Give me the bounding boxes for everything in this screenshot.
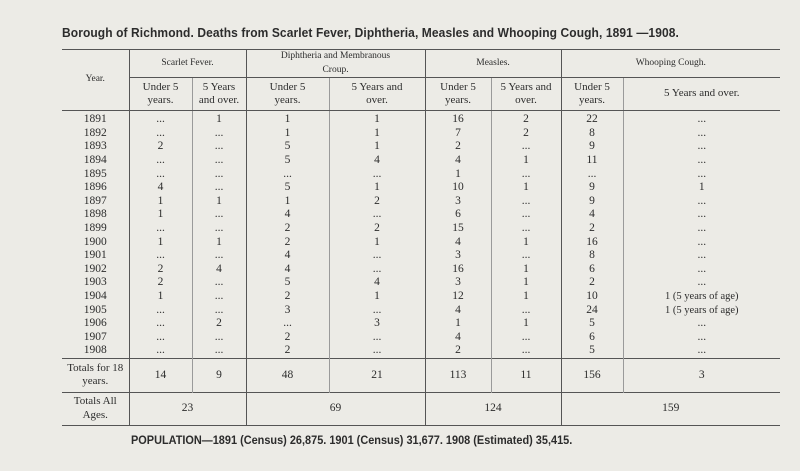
sub-header [246,78,329,111]
table-cell: ... [329,263,425,277]
table-cell: ... [192,290,246,304]
table-cell: ... [623,249,780,263]
table-row [62,140,780,154]
table-cell: ... [623,236,780,250]
totals-18-cell: 21 [329,358,425,392]
table-cell: 2 [329,195,425,209]
table-cell: 1 [329,140,425,154]
table-cell: 11 [561,154,623,168]
table-row [62,168,780,182]
table-cell: 6 [561,331,623,345]
table-cell: 3 [329,317,425,331]
table-cell: ... [491,222,561,236]
table-cell: 1 (5 years of age) [623,290,780,304]
table-cell: ... [192,154,246,168]
table-cell: ... [623,140,780,154]
year-cell: 1900 [83,235,107,248]
year-cell: 1905 [83,303,107,316]
table-cell: ... [491,344,561,358]
table-cell: ... [329,331,425,345]
totals-18-cell: 11 [491,358,561,392]
totals-18-cell: 156 [561,358,623,392]
sub-header [329,78,425,111]
table-cell: 2 [192,317,246,331]
table-row [62,344,780,358]
table-row [62,317,780,331]
table-cell: 4 [246,249,329,263]
year-cell: 1899 [83,221,107,234]
table-cell: 1 [246,127,329,141]
table-cell: 5 [561,317,623,331]
table-cell: 2 [129,276,192,290]
table-cell: 9 [561,181,623,195]
table-cell: ... [623,111,780,127]
table-cell: 5 [246,276,329,290]
totals-all-cell: 124 [425,392,561,425]
group-header-diphtheria [246,50,425,78]
table-cell: ... [192,208,246,222]
table-cell: ... [623,276,780,290]
table-cell: 1 [491,290,561,304]
table-cell: 2 [491,127,561,141]
year-cell: 1907 [83,330,107,343]
table-cell: 2 [425,344,491,358]
table-cell: 16 [425,263,491,277]
table-cell: 8 [561,127,623,141]
table-cell: 1 [329,236,425,250]
table-cell: 1 [192,111,246,127]
table-cell: 1 [491,263,561,277]
totals-all-ages-row [62,392,780,425]
table-cell: 1 [129,290,192,304]
year-cell: 1908 [83,344,107,357]
table-cell: 24 [561,304,623,318]
table-cell: ... [623,317,780,331]
group-header-whooping-cough: Whooping Cough. [561,50,780,78]
year-cell: 1901 [83,249,107,262]
table-cell: 10 [561,290,623,304]
table-cell: 4 [561,208,623,222]
table-cell: ... [129,127,192,141]
table-cell: ... [491,168,561,182]
table-row [62,127,780,141]
sub-header-label: Under 5 years. [269,80,306,107]
table-cell: ... [129,154,192,168]
table-cell: 3 [425,276,491,290]
table-cell: 9 [561,195,623,209]
year-cell: 1892 [83,126,107,139]
table-cell: ... [329,344,425,358]
table-cell: 8 [561,249,623,263]
totals-18-years-row [62,358,780,392]
sub-header-label: Under 5 years. [142,80,179,107]
table-row [62,276,780,290]
table-row [62,222,780,236]
table-cell: ... [561,168,623,182]
table-cell: ... [129,317,192,331]
year-cell: 1897 [83,194,107,207]
table-cell: ... [192,181,246,195]
table-cell: ... [246,317,329,331]
table-cell: 4 [129,181,192,195]
sub-header-row [62,78,780,111]
table-cell: ... [491,249,561,263]
table-cell: 15 [425,222,491,236]
table-cell: 4 [329,276,425,290]
table-cell: 1 [246,195,329,209]
table-row [62,236,780,250]
year-cell: 1902 [83,262,107,275]
table-cell: ... [192,344,246,358]
table-row [62,154,780,168]
sub-header-label: 5 Years and over. [198,80,240,107]
table-row [62,208,780,222]
table-cell: 5 [561,344,623,358]
table-cell: ... [192,331,246,345]
table-cell: 2 [246,331,329,345]
totals-18-cell: 9 [192,358,246,392]
table-cell: ... [192,304,246,318]
table-body [62,111,780,359]
table-row [62,290,780,304]
table-cell: 1 (5 years of age) [623,304,780,318]
table-cell: 5 [246,140,329,154]
table-cell: ... [491,208,561,222]
table-cell: 1 [491,236,561,250]
table-cell: ... [491,331,561,345]
year-cell: 1903 [83,276,107,289]
table-cell: 2 [491,111,561,127]
totals-18-label-text: Totals for 18 years. [67,361,124,388]
table-cell: ... [329,249,425,263]
totals-18-cell: 14 [129,358,192,392]
totals-all-cell: 159 [561,392,780,425]
sub-header-label: 5 Years and over. [351,80,403,107]
table-cell: 1 [491,154,561,168]
table-cell: 12 [425,290,491,304]
table-cell: 4 [425,304,491,318]
table-cell: 1 [329,127,425,141]
table-cell: 9 [561,140,623,154]
sub-header [623,78,780,111]
year-cell: 1894 [83,153,107,166]
table-cell: ... [129,344,192,358]
table-cell: 1 [129,208,192,222]
table-cell: 3 [425,195,491,209]
table-cell: ... [491,304,561,318]
sub-header [491,78,561,111]
table-row [62,331,780,345]
totals-all-label-text: Totals All Ages. [73,395,117,421]
table-cell: 7 [425,127,491,141]
table-cell: 1 [192,195,246,209]
table-cell: ... [129,222,192,236]
table-cell: 2 [561,276,623,290]
sub-header-label: Under 5 years. [440,80,476,107]
table-cell: 2 [246,344,329,358]
table-row [62,181,780,195]
table-cell: 1 [192,236,246,250]
group-header-row [62,50,780,78]
sub-header-label: Under 5 years. [574,80,610,107]
group-header-measles: Measles. [425,50,561,78]
sub-header [129,78,192,111]
table-cell: ... [623,127,780,141]
totals-18-cell: 3 [623,358,780,392]
year-cell: 1896 [83,181,107,194]
table-cell: 2 [129,263,192,277]
table-cell: ... [192,140,246,154]
table-cell: ... [623,208,780,222]
table-cell: 6 [561,263,623,277]
table-cell: 2 [425,140,491,154]
table-cell: ... [192,168,246,182]
table-cell: ... [623,222,780,236]
table-row [62,111,780,127]
table-cell: ... [491,195,561,209]
totals-all-label [62,392,129,425]
table-cell: ... [623,263,780,277]
table-cell: 10 [425,181,491,195]
table-row [62,195,780,209]
table-cell: ... [623,154,780,168]
totals-18-cell: 113 [425,358,491,392]
year-header: Year. [62,50,129,111]
table-cell: 4 [246,208,329,222]
table-cell: ... [192,127,246,141]
table-cell: ... [129,111,192,127]
table-cell: 16 [425,111,491,127]
table-cell: 1 [491,181,561,195]
table-cell: 1 [246,111,329,127]
table-cell: ... [192,222,246,236]
table-cell: 4 [246,263,329,277]
table-cell: 2 [561,222,623,236]
table-cell: ... [129,331,192,345]
sub-header [425,78,491,111]
table-cell: 1 [129,236,192,250]
table-cell: 2 [329,222,425,236]
mortality-table [62,49,780,426]
table-cell: 1 [425,317,491,331]
table-cell: ... [129,249,192,263]
table-cell: ... [623,331,780,345]
totals-18-cell: 48 [246,358,329,392]
table-cell: 4 [425,236,491,250]
sub-header [561,78,623,111]
year-cell: 1898 [83,208,107,221]
table-row [62,304,780,318]
table-cell: ... [129,304,192,318]
table-cell: ... [623,344,780,358]
table-cell: 4 [425,154,491,168]
table-cell: 1 [329,111,425,127]
table-cell: 1 [425,168,491,182]
table-cell: ... [192,276,246,290]
population-note: POPULATION—1891 (Census) 26,875. 1901 (Census) 31,677. 1908 (Estimated) 35,415. [131,435,573,447]
table-title: Borough of Richmond. Deaths from Scarlet Fever, Diphtheria, Measles and Whooping Cough, 1891 —1908. [62,26,679,40]
table-cell: ... [246,168,329,182]
sub-header-label: 5 Years and over. [500,80,552,107]
table-cell: 4 [425,331,491,345]
year-cell: 1906 [83,317,107,330]
table-cell: 4 [329,154,425,168]
table-cell: 2 [129,140,192,154]
table-cell: 4 [192,263,246,277]
table-cell: ... [491,140,561,154]
table-cell: 3 [246,304,329,318]
sub-header [192,78,246,111]
table-cell: 22 [561,111,623,127]
table-cell: 1 [623,181,780,195]
totals-all-cell: 69 [246,392,425,425]
table-cell: 1 [491,317,561,331]
table-cell: ... [329,208,425,222]
table-cell: ... [623,195,780,209]
table-cell: 1 [129,195,192,209]
table-row [62,263,780,277]
table-cell: ... [329,304,425,318]
totals-all-cell: 23 [129,392,246,425]
table-cell: 1 [491,276,561,290]
table-cell: 3 [425,249,491,263]
table-cell: ... [192,249,246,263]
year-cell: 1904 [83,289,107,302]
table-cell: 1 [329,290,425,304]
totals-18-label [62,358,129,392]
table-cell: 1 [329,181,425,195]
table-cell: ... [129,168,192,182]
table-cell: 2 [246,290,329,304]
group-header-diphtheria-label: Diphtheria and Membranous Croup. [280,51,391,75]
year-cell: 1895 [83,167,107,180]
table-cell: 2 [246,222,329,236]
table-cell: 16 [561,236,623,250]
table-cell: ... [623,168,780,182]
table-cell: 5 [246,181,329,195]
table-row [62,249,780,263]
table-cell: 5 [246,154,329,168]
year-cell: 1891 [83,113,107,126]
table-cell: 6 [425,208,491,222]
group-header-scarlet-fever: Scarlet Fever. [129,50,246,78]
table-cell: ... [329,168,425,182]
sub-header-label: 5 Years and over. [664,87,740,100]
year-cell: 1893 [83,140,107,153]
table-cell: 2 [246,236,329,250]
